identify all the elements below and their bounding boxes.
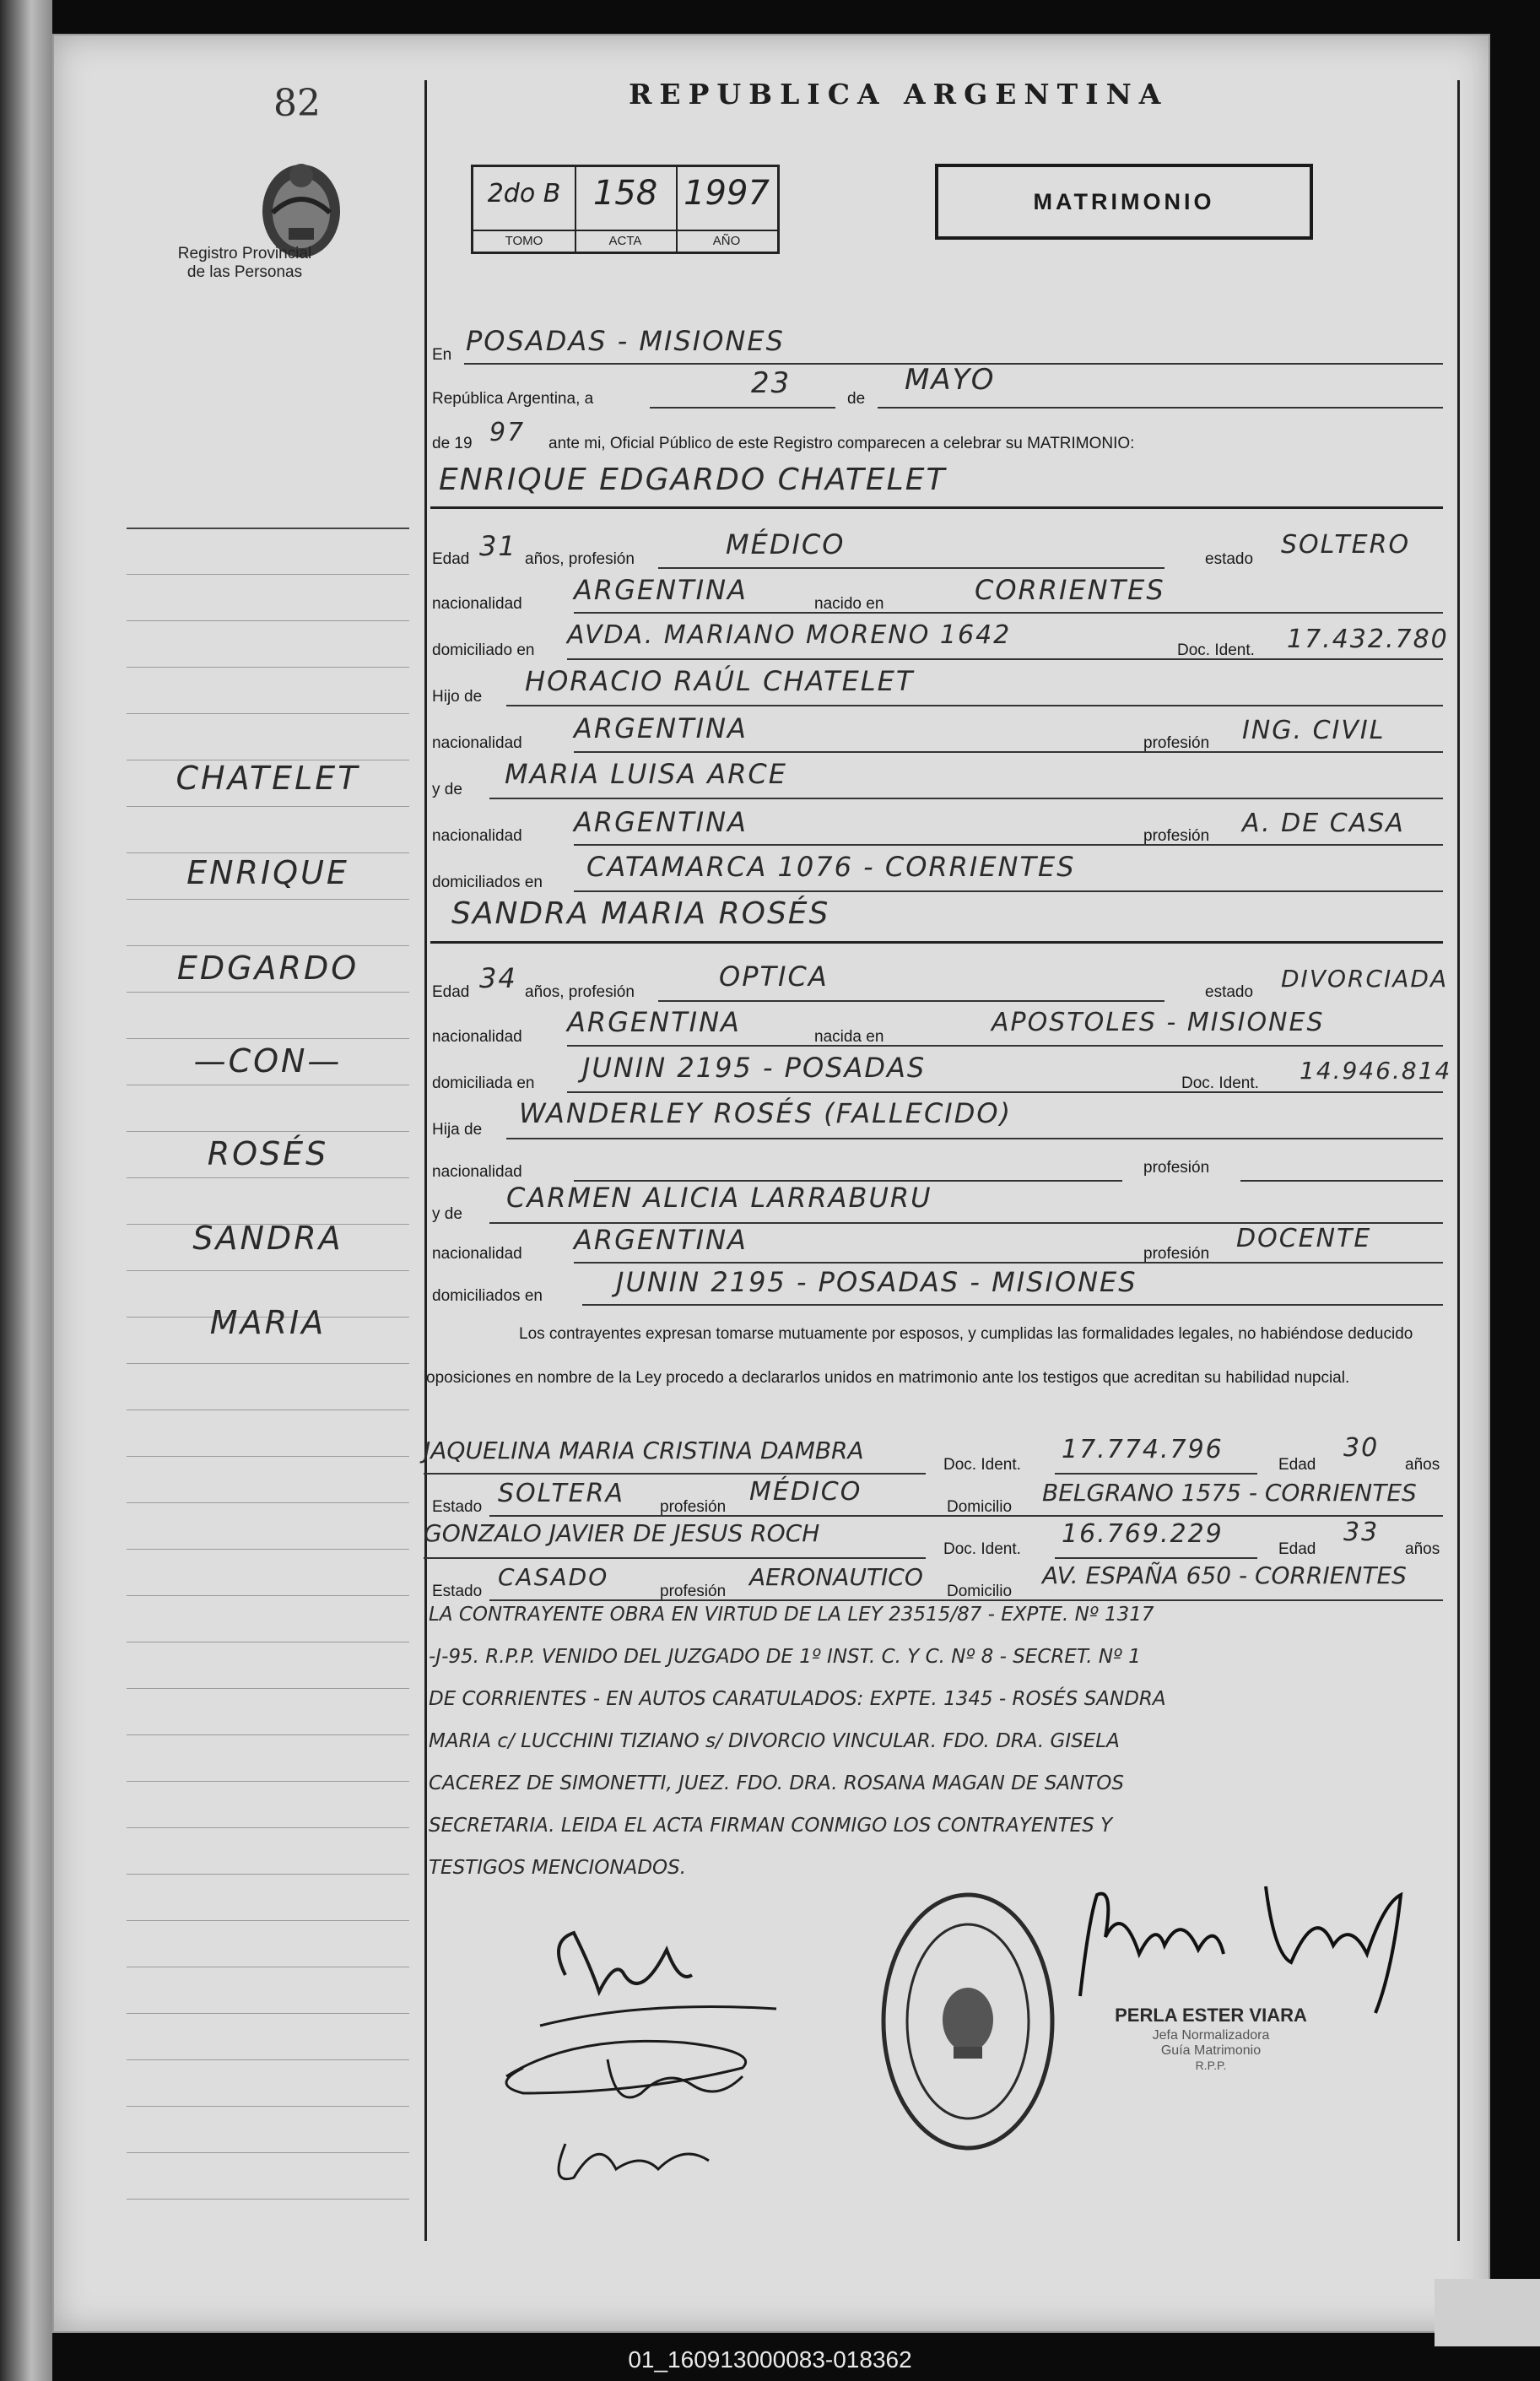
de19-label: de 19	[432, 435, 473, 452]
groom-mother-profesion-label: profesión	[1143, 827, 1210, 845]
bride-mother-profesion-label: profesión	[1143, 1245, 1210, 1263]
groom-yde-label: y de	[432, 781, 462, 798]
groom-nacido-label: nacido en	[814, 595, 884, 613]
appear-text: ante mi, Oficial Público de este Registro comparecen a celebrar su MATRIMONIO:	[548, 435, 1135, 452]
registry-label	[160, 245, 329, 282]
groom-mother-nationality: ARGENTINA	[574, 806, 748, 838]
witness2-edad-label: Edad	[1278, 1540, 1316, 1558]
bride-parents-address-underline	[582, 1304, 1443, 1306]
bride-estado-label: estado	[1205, 983, 1254, 1001]
ano-caption: AÑO	[676, 230, 777, 252]
witness2-profesion-label: profesión	[660, 1583, 727, 1600]
groom-domicilio-label: domiciliado en	[432, 641, 535, 659]
witness2-anos-label: años	[1405, 1540, 1440, 1558]
witness2-doc: 16.769.229	[1062, 1519, 1224, 1549]
record-box	[471, 165, 780, 254]
bride-father: WANDERLEY ROSÉS (FALLECIDO)	[519, 1097, 1013, 1129]
bride-parents-address: JUNIN 2195 - POSADAS - MISIONES	[616, 1266, 1137, 1298]
bride-nationality-underline	[567, 1045, 1443, 1047]
witness1-estado-underline	[489, 1515, 1443, 1517]
groom-mother: MARIA LUISA ARCE	[505, 758, 787, 790]
groom-name-underline	[430, 506, 1443, 509]
bride-profession: OPTICA	[719, 961, 829, 993]
notes-line-4: MARIA c/ LUCCHINI TIZIANO s/ DIVORCIO VINCULAR. FDO. DRA. GISELA	[429, 1730, 1120, 1752]
witness2-estado-underline	[489, 1599, 1443, 1601]
bride-mother-nat-underline	[574, 1262, 1443, 1264]
groom-father-profesion-label: profesión	[1143, 734, 1210, 752]
margin-name-7: MARIA	[209, 1304, 327, 1341]
bride-father-nat-label: nacionalidad	[432, 1163, 522, 1181]
groom-father-profession: ING. CIVIL	[1242, 716, 1386, 745]
registry-label-line1: Registro Provincial	[177, 245, 312, 262]
official-seal-icon	[878, 1886, 1059, 2156]
groom-status: SOLTERO	[1281, 530, 1411, 560]
witness1-doc: 17.774.796	[1062, 1435, 1224, 1464]
witness2-domicilio-label: Domicilio	[947, 1583, 1013, 1600]
groom-mother-nat-label: nacionalidad	[432, 827, 522, 845]
stamp-role1: Jefa Normalizadora	[1152, 2028, 1270, 2043]
witness1-name: JAQUELINA MARIA CRISTINA DAMBRA	[424, 1437, 864, 1464]
groom-anos-profesion-label: años, profesión	[525, 550, 635, 568]
groom-address: AVDA. MARIANO MORENO 1642	[567, 620, 1012, 650]
groom-parents-address: CATAMARCA 1076 - CORRIENTES	[586, 851, 1076, 883]
notes-line-3: DE CORRIENTES - EN AUTOS CARATULADOS: EXPTE. 1345 - ROSÉS SANDRA	[429, 1688, 1166, 1710]
groom-age: 31	[479, 530, 517, 562]
underlying-page-edge	[1435, 2279, 1540, 2346]
witness1-name-underline	[424, 1473, 926, 1475]
act-type-box: MATRIMONIO	[935, 164, 1313, 240]
bride-yde-label: y de	[432, 1205, 462, 1223]
bride-father-underline	[506, 1138, 1443, 1139]
groom-nationality-underline	[574, 612, 1443, 614]
witness2-address: AV. ESPAÑA 650 - CORRIENTES	[1042, 1561, 1407, 1589]
witness1-address: BELGRANO 1575 - CORRIENTES	[1042, 1479, 1417, 1507]
notes-line-1: LA CONTRAYENTE OBRA EN VIRTUD DE LA LEY 23515/87 - EXPTE. Nº 1317	[429, 1604, 1154, 1626]
groom-parents-domicilio-label: domiciliados en	[432, 874, 543, 891]
stamp-org: R.P.P.	[1195, 2059, 1227, 2072]
margin-name-2: ENRIQUE	[186, 854, 349, 891]
witness2-doc-underline	[1055, 1557, 1257, 1559]
footer-id: 01_160913000083-018362	[628, 2346, 912, 2373]
bride-nacida-label: nacida en	[814, 1028, 884, 1046]
page-title: REPUBLICA ARGENTINA	[629, 78, 1169, 111]
groom-doc: 17.432.780	[1287, 625, 1449, 654]
notes-line-7: TESTIGOS MENCIONADOS.	[429, 1857, 687, 1879]
bride-name: SANDRA MARIA ROSÉS	[451, 896, 830, 931]
bride-anos-profesion-label: años, profesión	[525, 983, 635, 1001]
declaration-text: Los contrayentes expresan tomarse mutuamente por esposos, y cumplidas las formalidades legales, no habiéndose deducido oposiciones en nombre de la Ley procedo a declararlos unidos en matrimonio ante los testigos que acreditan su habilidad nupcial.	[426, 1325, 1413, 1387]
day-underline	[650, 407, 835, 409]
witness1-domicilio-label: Domicilio	[947, 1498, 1013, 1516]
groom-profession: MÉDICO	[726, 528, 846, 560]
tomo-value: 2do B	[487, 179, 561, 208]
page-number: 82	[273, 82, 321, 125]
groom-nationality: ARGENTINA	[574, 574, 748, 606]
groom-mother-underline	[489, 798, 1443, 799]
notes-line-5: CACEREZ DE SIMONETTI, JUEZ. FDO. DRA. ROSANA MAGAN DE SANTOS	[429, 1772, 1124, 1794]
witness2-status: CASADO	[498, 1563, 609, 1591]
bride-mother-nat-label: nacionalidad	[432, 1245, 522, 1263]
acta-caption: ACTA	[575, 230, 676, 252]
bride-father-prof-underline	[1240, 1180, 1443, 1182]
bride-profession-underline	[658, 1000, 1164, 1002]
month-value: MAYO	[905, 363, 996, 397]
witness1-doc-label: Doc. Ident.	[943, 1456, 1021, 1474]
republica-label: República Argentina, a	[432, 390, 594, 408]
day-value: 23	[751, 366, 792, 400]
groom-mother-profession: A. DE CASA	[1242, 809, 1405, 838]
bride-father-profesion-label: profesión	[1143, 1159, 1210, 1177]
bride-name-underline	[430, 941, 1443, 944]
notes-line-6: SECRETARIA. LEIDA EL ACTA FIRMAN CONMIGO LOS CONTRAYENTES Y	[429, 1815, 1113, 1837]
ano-value: 1997	[684, 174, 770, 213]
witness2-doc-label: Doc. Ident.	[943, 1540, 1021, 1558]
groom-address-underline	[567, 658, 1443, 660]
witness1-profesion-label: profesión	[660, 1498, 727, 1516]
witness1-estado-label: Estado	[432, 1498, 483, 1516]
bride-address: JUNIN 2195 - POSADAS	[582, 1052, 927, 1084]
witness1-profession: MÉDICO	[749, 1477, 862, 1507]
margin-name-4: —CON—	[193, 1042, 343, 1080]
tomo-caption: TOMO	[473, 230, 575, 252]
witness2-name-underline	[424, 1557, 926, 1559]
en-label: En	[432, 346, 452, 364]
bride-nationality: ARGENTINA	[567, 1006, 741, 1038]
bride-parents-domicilio-label: domiciliados en	[432, 1287, 543, 1305]
witness1-status: SOLTERA	[498, 1479, 624, 1508]
groom-birthplace: CORRIENTES	[975, 574, 1165, 606]
margin-name-1: CHATELET	[176, 760, 360, 797]
bride-birthplace: APOSTOLES - MISIONES	[992, 1008, 1325, 1037]
witness2-estado-label: Estado	[432, 1583, 483, 1600]
bride-doc: 14.946.814	[1300, 1057, 1452, 1085]
bride-mother: CARMEN ALICIA LARRABURU	[506, 1182, 932, 1214]
bride-mother-profession: DOCENTE	[1236, 1224, 1372, 1253]
margin-name-3: EDGARDO	[176, 950, 359, 987]
bride-edad-label: Edad	[432, 983, 470, 1001]
de-month-label: de	[847, 390, 866, 408]
place-value: POSADAS - MISIONES	[466, 325, 785, 357]
stamp-name: PERLA ESTER VIARA	[1115, 2005, 1307, 2026]
bride-domicilio-label: domiciliada en	[432, 1074, 535, 1092]
witness1-doc-underline	[1055, 1473, 1257, 1475]
tomo-cell	[473, 167, 576, 252]
groom-profession-underline	[658, 567, 1164, 569]
bride-doc-label: Doc. Ident.	[1181, 1074, 1259, 1092]
month-underline	[878, 407, 1443, 409]
witness2-name: GONZALO JAVIER DE JESUS ROCH	[424, 1519, 820, 1547]
bride-address-underline	[567, 1091, 1443, 1093]
margin-name-5: ROSÉS	[207, 1135, 329, 1172]
official-stamp-text	[1084, 2005, 1337, 2072]
groom-mother-nat-underline	[574, 844, 1443, 846]
groom-father: HORACIO RAÚL CHATELET	[525, 665, 915, 697]
signatures-left	[473, 1916, 793, 2203]
bride-age: 34	[479, 962, 517, 994]
witness2-age: 33	[1343, 1518, 1380, 1547]
bride-hija-label: Hija de	[432, 1121, 483, 1139]
bride-nationality-label: nacionalidad	[432, 1028, 522, 1046]
groom-name: ENRIQUE EDGARDO CHATELET	[439, 463, 947, 497]
groom-doc-label: Doc. Ident.	[1177, 641, 1255, 659]
margin-name-6: SANDRA	[192, 1220, 343, 1257]
groom-hijo-label: Hijo de	[432, 688, 483, 706]
left-column-rule	[424, 80, 427, 2241]
witness2-profession: AERONAUTICO	[749, 1563, 923, 1591]
book-spine-edge	[0, 0, 52, 2381]
acta-value: 158	[592, 174, 658, 213]
witness1-age: 30	[1343, 1433, 1380, 1463]
registry-label-line2: de las Personas	[186, 263, 303, 281]
groom-edad-label: Edad	[432, 550, 470, 568]
groom-parents-address-underline	[574, 890, 1443, 892]
acta-cell	[575, 167, 678, 252]
stamp-role2: Guía Matrimonio	[1160, 2043, 1262, 2058]
notes-line-2: -J-95. R.P.P. VENIDO DEL JUZGADO DE 1º INST. C. Y C. Nº 8 - SECRET. Nº 1	[429, 1646, 1141, 1668]
year-suffix-value: 97	[489, 418, 526, 447]
groom-father-nat-label: nacionalidad	[432, 734, 522, 752]
groom-father-nat-underline	[574, 751, 1443, 753]
groom-father-underline	[506, 705, 1443, 706]
witness1-edad-label: Edad	[1278, 1456, 1316, 1474]
groom-estado-label: estado	[1205, 550, 1254, 568]
bride-mother-nationality: ARGENTINA	[574, 1224, 748, 1256]
groom-father-nationality: ARGENTINA	[574, 712, 748, 744]
ano-cell	[676, 167, 777, 252]
groom-nationality-label: nacionalidad	[432, 595, 522, 613]
right-column-rule	[1457, 80, 1460, 2241]
witness1-anos-label: años	[1405, 1456, 1440, 1474]
bride-status: DIVORCIADA	[1281, 965, 1449, 993]
